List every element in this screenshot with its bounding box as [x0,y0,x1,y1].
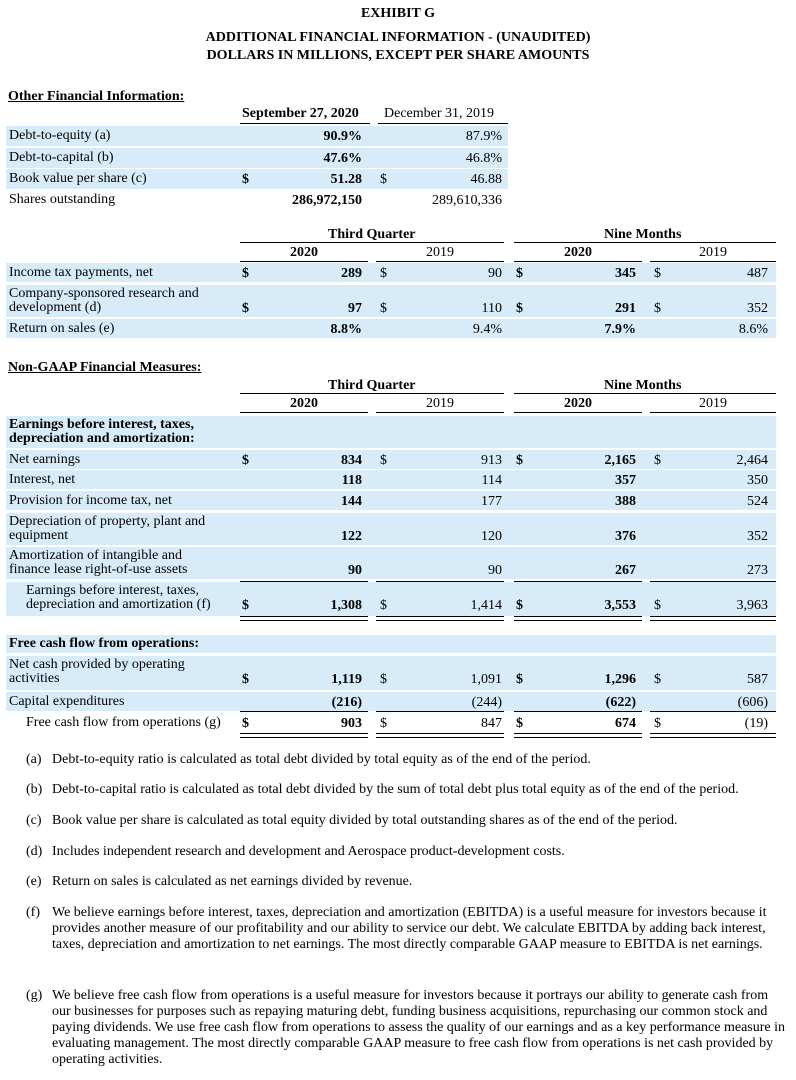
value-cell: 376 [615,529,636,544]
footnote [26,905,786,973]
row-label: Shares outstanding [9,192,116,207]
year-2020: 2020 [290,245,318,260]
value-2019: 46.8% [465,151,502,166]
year-2019: 2019 [426,245,454,260]
value-cell: 8.6% [738,322,768,337]
value-cell: 144 [341,494,362,509]
table-row [6,263,776,282]
row-label: Debt-to-capital (b) [9,150,114,165]
value-2019: 46.88 [470,172,502,187]
footnote-text: Book value per share is calculated as total equity divided by total outstanding shares as of the end of the period. [52,813,678,828]
footnote-text: We believe free cash flow from operations is a useful measure for investors because it portrays our ability to generate cash from our businesses for purposes such as repaying maturing debt, funding business acquisitions, repurchasing our common stock and paying dividends. We use free cash flow from operations to assess the quality of our earnings and as a key performance measure in evaluating management. The most directly comparable GAAP measure to free cash flow from operations is net cash provided by operating activities. [52,988,785,1067]
row-label: Debt-to-equity (a) [9,128,111,143]
sum-underline [514,581,642,582]
value-cell: 1,119 [331,672,362,687]
col-header-dec-2019: December 31, 2019 [384,106,495,121]
value-cell: 1,091 [470,672,502,687]
table-row [6,582,776,616]
table-row [6,126,508,146]
year-2019: 2019 [699,396,727,411]
value-2020: 47.6% [323,151,362,166]
value-cell: (606) [737,695,768,710]
col-underline [240,393,504,394]
value-cell: 2,464 [736,453,768,468]
value-cell: 110 [481,301,502,316]
value-cell: 9.4% [472,322,502,337]
row-label: Amortization of intangible and [9,548,183,563]
row-label: Free cash flow from operations (g) [26,715,221,730]
value-2020: 90.9% [323,129,362,144]
dollar-sign: $ [516,301,523,316]
footnote-tag: (b) [26,782,43,797]
row-label: Return on sales (e) [9,321,115,336]
table-row [6,285,776,317]
ebitda-section-header: Earnings before interest, taxes, depreciation and amortization: [6,416,776,448]
footnote-text: Includes independent research and development and Aerospace product-development costs. [52,844,565,859]
value-cell: (622) [605,695,636,710]
row-label: activities [9,671,60,686]
dollar-sign: $ [516,716,523,731]
dollar-sign: $ [242,598,249,613]
value-cell: 903 [341,716,362,731]
row-label: Income tax payments, net [9,265,153,280]
col-underline [650,261,776,262]
value-cell: 1,308 [330,598,362,613]
double-underline [240,616,368,621]
row-label: Interest, net [9,472,76,487]
value-cell: (216) [331,695,362,710]
row-label: Depreciation of property, plant and [9,514,206,529]
table-row [6,190,508,210]
value-cell: 273 [747,563,768,578]
value-cell: 487 [747,266,768,281]
dollar-sign: $ [380,172,387,187]
value-cell: 350 [747,473,768,488]
footnote-tag: (a) [26,752,42,767]
dollar-sign: $ [380,266,387,281]
row-label: equipment [9,528,69,543]
value-cell: 524 [747,494,768,509]
col-underline [376,261,504,262]
table-row [6,491,776,510]
row-label: Net cash provided by operating [9,657,185,672]
value-cell: 587 [747,672,768,687]
header-nine-months: Nine Months [604,378,682,393]
table-row [6,450,776,469]
col-underline [514,242,776,243]
value-2019: 87.9% [465,129,502,144]
value-cell: 118 [341,473,362,488]
report-title: ADDITIONAL FINANCIAL INFORMATION - (UNAUDITED) [205,30,591,45]
non-gaap-title: Non-GAAP Financial Measures: [8,360,202,375]
year-2020: 2020 [564,245,592,260]
col-underline [376,412,504,413]
sum-underline [240,581,368,582]
col-underline [378,123,508,124]
dollar-sign: $ [380,453,387,468]
value-cell: 352 [747,529,768,544]
col-underline [240,261,368,262]
col-header-sep-2020: September 27, 2020 [242,106,359,121]
double-underline [514,733,642,738]
dollar-sign: $ [242,172,249,187]
value-2020: 51.28 [330,172,362,187]
dollar-sign: $ [242,453,249,468]
value-cell: 122 [341,529,362,544]
value-cell: 1,414 [470,598,502,613]
fcf-section-header: Free cash flow from operations: [6,635,776,653]
table-row [6,470,776,489]
value-cell: 90 [488,266,502,281]
footnote-text: Debt-to-equity ratio is calculated as total debt divided by total equity as of the end of the period. [52,752,591,767]
sum-underline [650,581,776,582]
value-cell: 357 [615,473,636,488]
value-cell: 267 [615,563,636,578]
footnote [26,782,786,798]
col-underline [650,412,776,413]
year-2019: 2019 [699,245,727,260]
row-label: Company-sponsored research and [9,286,199,301]
value-cell: (19) [744,716,768,731]
value-cell: 90 [348,563,362,578]
dollar-sign: $ [242,716,249,731]
value-2019: 289,610,336 [432,193,502,208]
value-cell: 345 [615,266,636,281]
value-cell: 3,963 [736,598,768,613]
footnote-text: Return on sales is calculated as net earnings divided by revenue. [52,874,413,889]
dollar-sign: $ [516,672,523,687]
value-cell: 8.8% [330,322,362,337]
col-underline [240,412,368,413]
footnote-tag: (f) [26,905,40,920]
footnote [26,844,786,860]
value-cell: 114 [481,473,502,488]
dollar-sign: $ [516,453,523,468]
col-underline [514,393,776,394]
double-underline [650,616,776,621]
exhibit-title: EXHIBIT G [360,6,436,21]
dollar-sign: $ [380,672,387,687]
dollar-sign: $ [242,301,249,316]
dollar-sign: $ [516,266,523,281]
footnote-tag: (d) [26,844,43,859]
other-financial-title: Other Financial Information: [8,89,185,104]
header-third-quarter: Third Quarter [328,227,416,242]
dollar-sign: $ [242,266,249,281]
row-label: Earnings before interest, taxes, [26,583,199,598]
sum-underline [514,711,642,712]
dollar-sign: $ [654,598,661,613]
value-cell: 674 [615,716,636,731]
value-cell: 352 [747,301,768,316]
value-cell: 289 [341,266,362,281]
dollar-sign: $ [516,598,523,613]
row-label: Book value per share (c) [9,171,147,186]
dollar-sign: $ [380,716,387,731]
footnote-tag: (g) [26,988,43,1003]
row-label: Provision for income tax, net [9,493,172,508]
double-underline [514,616,642,621]
double-underline [376,616,504,621]
col-underline [240,242,504,243]
table-row [6,319,776,338]
row-label: Capital expenditures [9,694,125,709]
year-2020: 2020 [290,396,318,411]
table-row [6,547,776,579]
dollar-sign: $ [242,672,249,687]
footnote-tag: (c) [26,813,42,828]
value-cell: 177 [481,494,502,509]
col-underline [240,123,370,124]
value-cell: 90 [488,563,502,578]
year-2019: 2019 [426,396,454,411]
dollar-sign: $ [654,266,661,281]
value-cell: 834 [341,453,362,468]
row-label: depreciation and amortization (f) [26,597,211,612]
value-cell: 97 [348,301,362,316]
double-underline [240,733,368,738]
row-label: finance lease right-of-use assets [9,562,188,577]
value-cell: (244) [471,695,502,710]
table-row [6,169,508,189]
table-row [6,148,508,168]
value-cell: 7.9% [604,322,636,337]
footnote-text: Debt-to-capital ratio is calculated as total debt divided by the sum of total debt plus total equity as of the end of the period. [52,782,739,797]
header-nine-months: Nine Months [604,227,682,242]
table-row [6,713,776,733]
table-row [6,692,776,711]
value-2020: 286,972,150 [292,193,362,208]
double-underline [650,733,776,738]
footnote [26,874,786,890]
col-underline [514,261,642,262]
footnote-text: We believe earnings before interest, taxes, depreciation and amortization (EBITDA) is a useful measure for investors because it provides another measure of our profitability and our ability to service our debt. We calculate EBITDA by adding back interest, taxes, depreciation and amortization to net earnings. The most directly comparable GAAP measure to EBITDA is net earnings. [52,905,767,952]
table-row [6,656,776,690]
dollar-sign: $ [380,301,387,316]
footnote [26,752,786,768]
sum-underline [376,581,504,582]
dollar-sign: $ [654,672,661,687]
sum-underline [650,711,776,712]
dollar-sign: $ [654,301,661,316]
value-cell: 847 [481,716,502,731]
row-label: Net earnings [9,452,81,467]
footnote [26,988,786,1072]
value-cell: 3,553 [604,598,636,613]
value-cell: 2,165 [604,453,636,468]
dollar-sign: $ [380,598,387,613]
table-row [6,513,776,545]
header-third-quarter: Third Quarter [328,378,416,393]
value-cell: 913 [481,453,502,468]
sum-underline [376,711,504,712]
value-cell: 120 [481,529,502,544]
double-underline [376,733,504,738]
value-cell: 1,296 [604,672,636,687]
row-label: development (d) [9,300,102,315]
sum-underline [240,711,368,712]
col-underline [514,412,642,413]
year-2020: 2020 [564,396,592,411]
dollar-sign: $ [654,453,661,468]
footnote [26,813,786,829]
value-cell: 291 [615,301,636,316]
report-subtitle: DOLLARS IN MILLIONS, EXCEPT PER SHARE AMOUNTS [206,48,590,63]
dollar-sign: $ [654,716,661,731]
value-cell: 388 [615,494,636,509]
footnote-tag: (e) [26,874,42,889]
